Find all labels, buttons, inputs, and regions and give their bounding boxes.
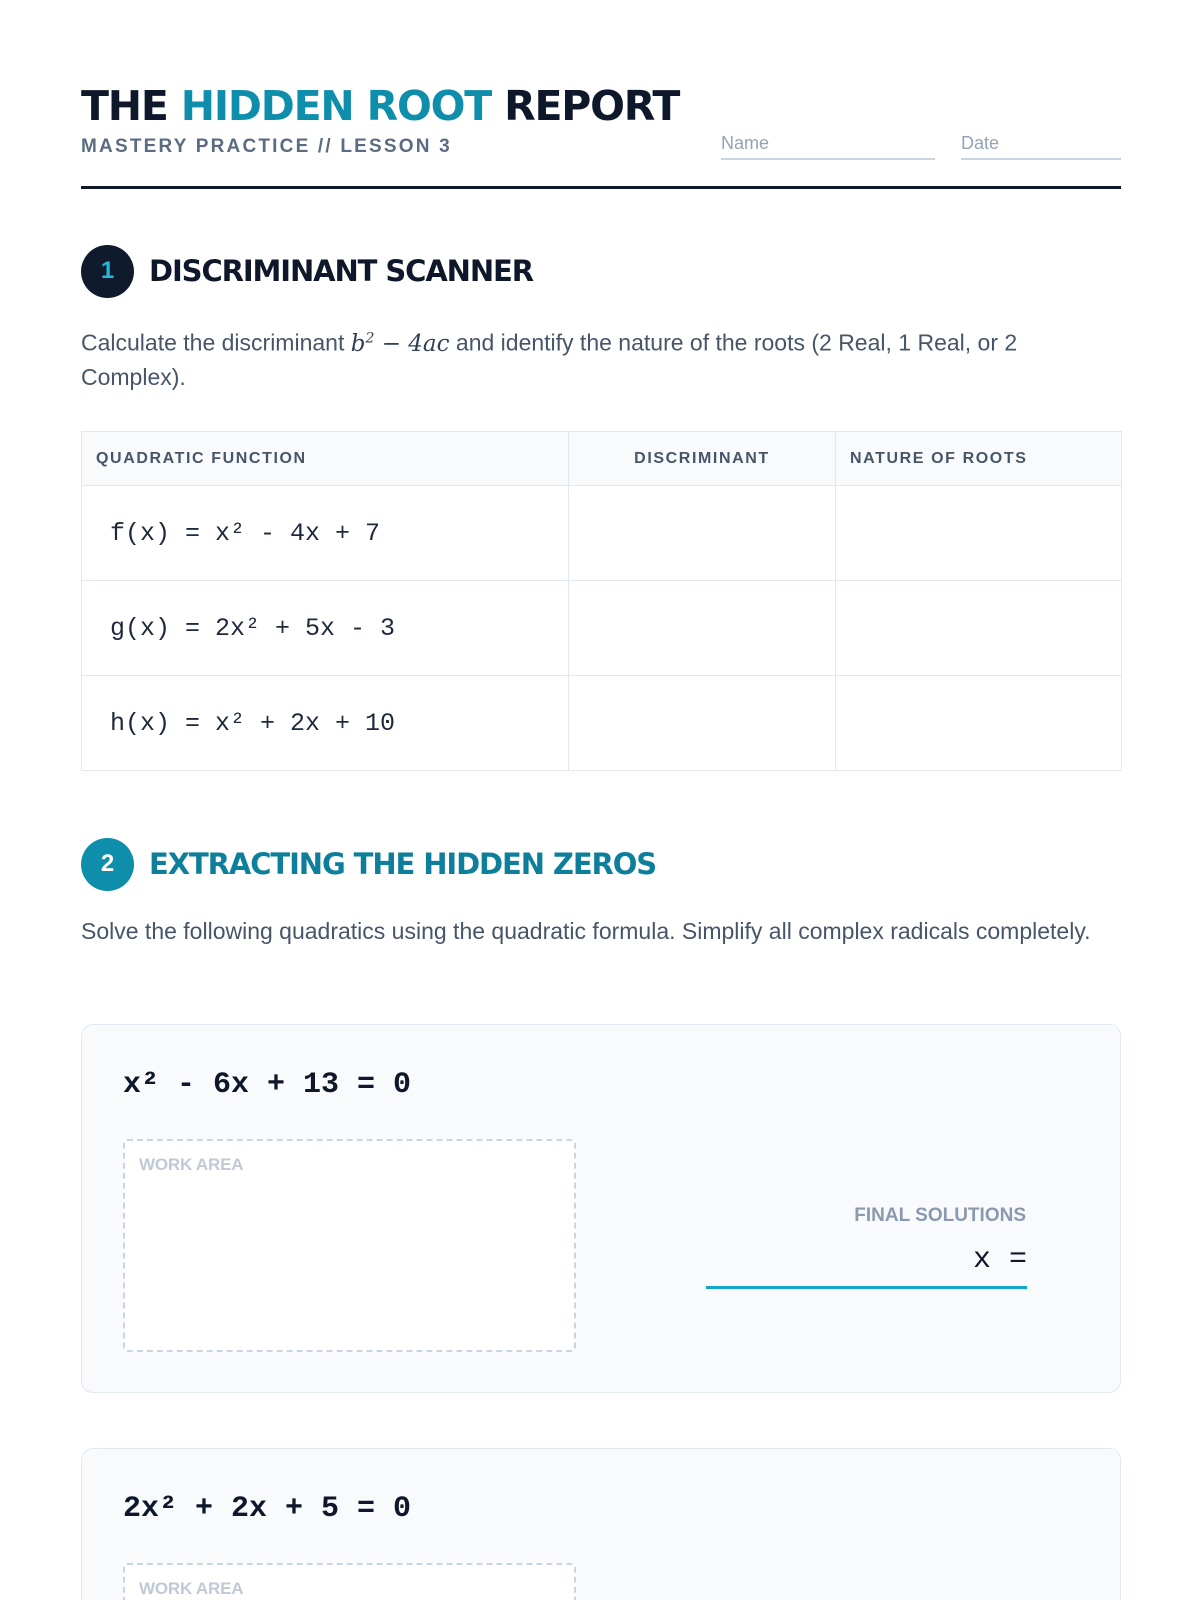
- discriminant-answer-cell[interactable]: [569, 486, 836, 581]
- table-header-row: [82, 432, 1122, 486]
- nature-answer-cell[interactable]: [836, 486, 1122, 581]
- problem-card: [81, 1448, 1121, 1600]
- table-row: [82, 486, 1122, 581]
- work-area-label: WORK AREA: [139, 1579, 244, 1598]
- instruction-text-start: Calculate the discriminant: [81, 329, 351, 356]
- discriminant-formula: [351, 331, 450, 357]
- formula-exponent: 2: [365, 330, 375, 346]
- section-1-instructions: [81, 322, 1091, 394]
- name-placeholder: Name: [721, 133, 770, 153]
- title-part-2: REPORT: [491, 82, 680, 130]
- formula-b: b: [350, 330, 366, 357]
- formula-rest: − 4ac: [374, 330, 450, 357]
- title-accent: HIDDEN ROOT: [180, 82, 492, 130]
- discriminant-answer-cell[interactable]: [569, 676, 836, 771]
- problem-equation: x² - 6x + 13 = 0: [123, 1068, 412, 1102]
- final-solutions-label: FINAL SOLUTIONS: [854, 1205, 1026, 1226]
- nature-answer-cell[interactable]: [836, 676, 1122, 771]
- problem-card: [81, 1024, 1121, 1393]
- section-1-header: [81, 245, 533, 297]
- function-cell: f(x) = x² - 4x + 7: [82, 486, 569, 581]
- column-header-nature: NATURE OF ROOTS: [836, 432, 1122, 486]
- work-area[interactable]: [123, 1139, 576, 1352]
- header-divider: [81, 186, 1121, 189]
- discriminant-table: [81, 431, 1122, 771]
- section-2-header: [81, 838, 656, 890]
- name-field[interactable]: [721, 132, 935, 160]
- problem-equation: 2x² + 2x + 5 = 0: [123, 1492, 412, 1526]
- section-1-number-badge: [81, 245, 134, 298]
- table-row: [82, 676, 1122, 771]
- title-part-1: THE: [81, 82, 181, 130]
- section-1-title: DISCRIMINANT SCANNER: [149, 254, 533, 288]
- discriminant-answer-cell[interactable]: [569, 581, 836, 676]
- section-1-number: 1: [100, 257, 115, 284]
- section-2-number-badge: [81, 838, 134, 891]
- worksheet-subtitle: MASTERY PRACTICE // LESSON 3: [81, 136, 452, 157]
- column-header-function: QUADRATIC FUNCTION: [82, 432, 569, 486]
- table-row: [82, 581, 1122, 676]
- section-2-instructions: Solve the following quadratics using the quadratic formula. Simplify all complex radicals completely.: [81, 918, 1091, 944]
- work-area[interactable]: [123, 1563, 576, 1600]
- instruction-text-end: and identify the nature of the roots (2 Real, 1 Real, or 2 Complex).: [81, 329, 1018, 390]
- function-cell: h(x) = x² + 2x + 10: [82, 676, 569, 771]
- date-field[interactable]: [961, 132, 1121, 160]
- section-2-title: EXTRACTING THE HIDDEN ZEROS: [149, 847, 657, 881]
- work-area-label: WORK AREA: [139, 1155, 244, 1174]
- solution-answer-line[interactable]: [706, 1241, 1027, 1289]
- column-header-discriminant: DISCRIMINANT: [569, 432, 836, 486]
- date-placeholder: Date: [961, 133, 1000, 153]
- section-2-number: 2: [100, 850, 115, 877]
- function-cell: g(x) = 2x² + 5x - 3: [82, 581, 569, 676]
- worksheet-title: [81, 82, 679, 130]
- answer-prefix: x =: [972, 1243, 1027, 1277]
- nature-answer-cell[interactable]: [836, 581, 1122, 676]
